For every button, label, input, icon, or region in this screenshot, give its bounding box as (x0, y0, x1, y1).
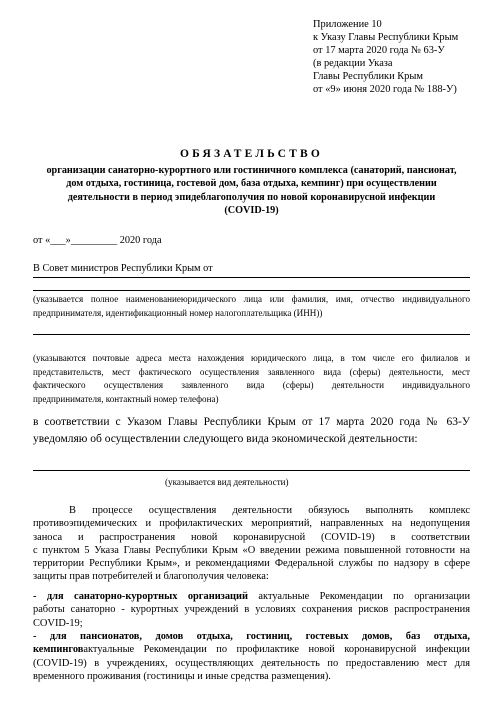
document-subtitle (30, 164, 473, 217)
activity-note: (указывается вид деятельности) (165, 477, 289, 487)
body-line: защиты прав потребителей и благополучия человека: (33, 571, 269, 583)
notice-paragraph (33, 414, 470, 448)
appendix-line: Приложение 10 (313, 19, 382, 30)
item-sanatorium-text: актуальные Рекомендации по организации (248, 591, 471, 602)
appendix-line: от 17 марта 2020 года № 63-У (313, 44, 445, 56)
entity-fill-line-2 (33, 290, 470, 291)
body-line: заноса и распространения новой коронавирусной (COVID-19) в соответствии (33, 531, 470, 543)
appendix-line: к Указу Главы Республики Крым (313, 31, 459, 43)
item-hotels-bold: - для пансионатов, домов отдыха, гостиниц, гостевых домов, баз отдыха, (33, 631, 470, 642)
appendix-block (313, 19, 458, 96)
document-title: ОБЯЗАТЕЛЬСТВО (179, 148, 324, 160)
address-fill-line (33, 334, 470, 335)
body-line: противоэпидемических и профилактических мероприятий, направленных на недопущения (33, 518, 470, 530)
addresses-note-line: (указываются почтовые адреса места нахождения юридического лица, в том числе его филиалов и (33, 353, 470, 363)
item-hotels-line3: (COVID-19) в учреждениях, осуществляющих деятельность по предоставлению мест для (33, 657, 470, 669)
subtitle-line: (COVID-19) (224, 204, 279, 216)
entity-fill-line (33, 277, 470, 278)
item-hotels-line4: временного проживания (гостиницы и иные средства размещения). (33, 670, 331, 682)
entity-note (33, 293, 470, 320)
subtitle-line: организации санаторно-курортного или гостиничного комплекса (санаторий, пансионат, (46, 165, 457, 176)
addresses-note-line: представительств, мест фактического осуществления заявленного вида (сферы) деятельности, мест (33, 366, 470, 377)
item-sanatorium-line1 (33, 590, 470, 603)
subtitle-line: деятельности в период эпидеблагополучия по новой коронавирусной инфекции (67, 191, 436, 203)
item-hotels-text: актуальные Рекомендации по профилактике новой коронавирусной инфекции (83, 644, 470, 656)
body-line: В процессе осуществления деятельности обязуюсь выполнять комплекс (69, 505, 470, 516)
item-hotels (33, 630, 470, 683)
notice-line: в соответствии с Указом Главы Республики Крым от 17 марта 2020 года № 63-У (33, 416, 470, 428)
entity-note-line: (указывается полное наименованиеюридического лица или фамилия, имя, отчество индивидуального (33, 294, 470, 304)
entity-note-line: предпринимателя, идентификационный номер налогоплательщика (ИНН)) (33, 307, 323, 318)
addressee-line: В Совет министров Республики Крым от (33, 263, 213, 274)
item-sanatorium (33, 590, 470, 630)
item-sanatorium-line2: работы санаторно - курортных учреждений в условиях сохранения рисков распространения (33, 604, 470, 616)
addresses-note (33, 352, 470, 406)
appendix-line: от «9» июня 2020 года № 188-У) (313, 83, 457, 95)
appendix-line: Главы Республики Крым (313, 70, 423, 82)
activity-fill-line (33, 470, 470, 471)
body-paragraph (33, 504, 470, 584)
addresses-note-line: предпринимателя, контактный номер телефона) (33, 393, 219, 404)
addresses-note-line: фактического осуществления заявленного вида (сферы) деятельности индивидуального (33, 380, 470, 391)
item-sanatorium-bold: - для санаторно-курортных организаций (33, 591, 249, 602)
body-line: территории Республики Крым», и рекомендациями Федеральной службы по надзору в сфере (33, 558, 470, 570)
item-hotels-bold-2: кемпингов (33, 644, 84, 656)
item-sanatorium-line3: COVID-19; (33, 617, 83, 629)
notice-line: уведомляю об осуществлении следующего вида экономической деятельности: (33, 433, 418, 445)
item-hotels-line1 (33, 630, 470, 643)
date-line: от «___»_________ 2020 года (33, 235, 162, 246)
item-hotels-line2 (33, 643, 470, 656)
body-line: с пунктом 5 Указа Главы Республики Крым «О введении режима повышенной готовности на (33, 544, 470, 556)
appendix-line: (в редакции Указа (313, 57, 393, 69)
subtitle-line: дом отдыха, гостиница, гостевой дом, база отдыха, кемпинг) при осуществлении (66, 178, 437, 190)
